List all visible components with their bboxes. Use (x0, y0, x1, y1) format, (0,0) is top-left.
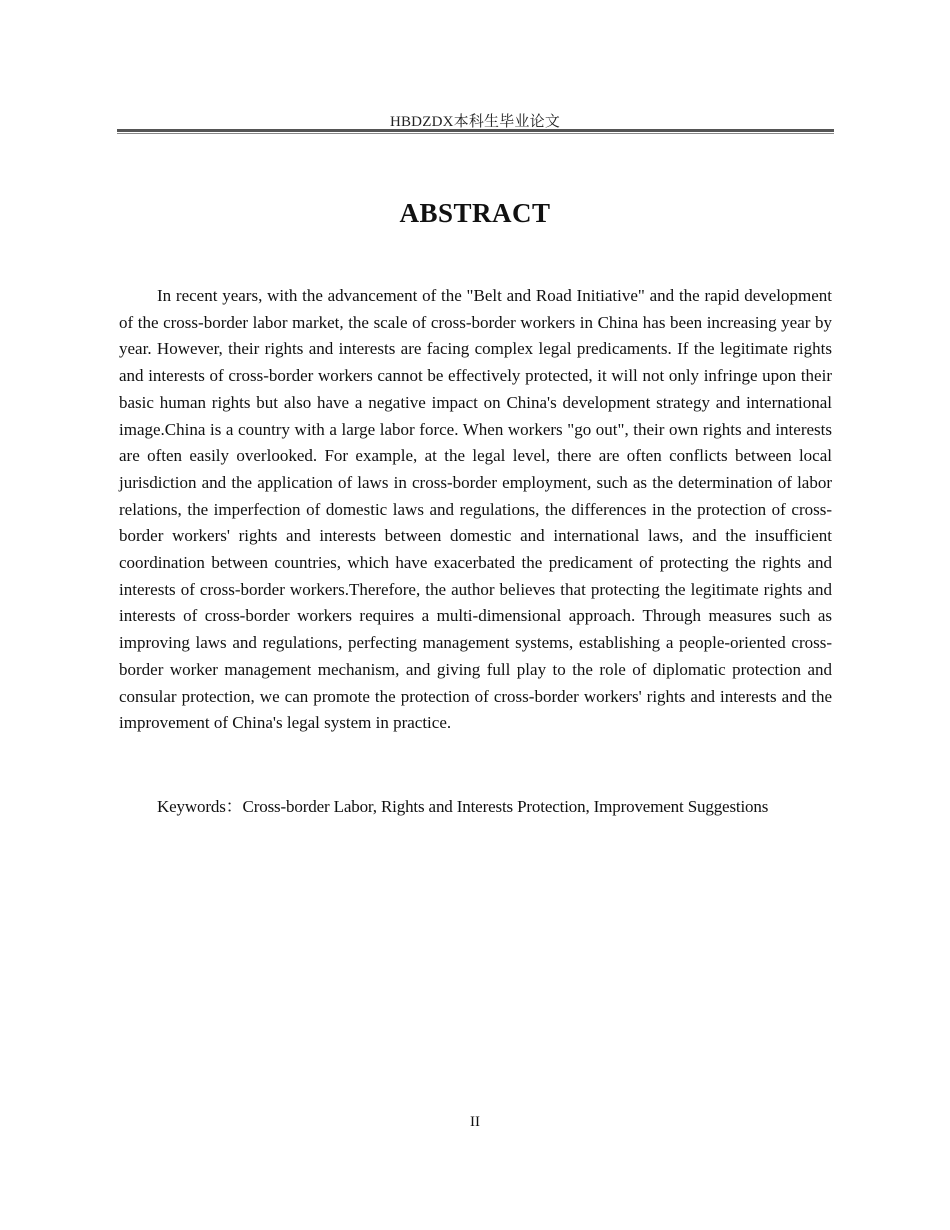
keywords-label: Keywords： (157, 797, 243, 816)
page-number: II (470, 1114, 480, 1130)
running-header-title: HBDZDX本科生毕业论文 (389, 114, 561, 130)
header-rule (117, 129, 834, 132)
header-rule-thin (117, 133, 834, 134)
abstract-heading: ABSTRACT (399, 198, 551, 228)
keywords-text: Cross-border Labor, Rights and Interests Protection, Improvement Suggestions (242, 797, 769, 816)
abstract-body: In recent years, with the advancement of the "Belt and Road Initiative" and the rapid development of the cross-border labor market, the scale of cross-border workers in China has been increasing year by year. However, their rights and interests are facing complex legal predicaments. If the legitimate rights and interests of cross-border workers cannot be effectively protected, it will not only infringe upon their basic human rights but also have a negative impact on China's development strategy and international image.China is a country with a large labor force. When workers "go out", their own rights and interests are often easily overlooked. For example, at the legal level, there are often conflicts between local jurisdiction and the application of laws in cross-border employment, such as the determination of labor relations, the imperfection of domestic laws and regulations, the differences in the protection of cross-border workers' rights and interests between domestic and international laws, and the insufficient coordination between countries, which have exacerbated the predicament of protecting the rights and interests of cross-border workers.Therefore, the author believes that protecting the legitimate rights and interests of cross-border workers requires a multi-dimensional approach. Through measures such as improving laws and regulations, perfecting management systems, establishing a people-oriented cross-border worker management mechanism, and giving full play to the role of diplomatic protection and consular protection, we can promote the protection of cross-border workers' rights and interests and the improvement of China's legal system in practice. (119, 286, 832, 733)
keywords-line (119, 794, 832, 820)
